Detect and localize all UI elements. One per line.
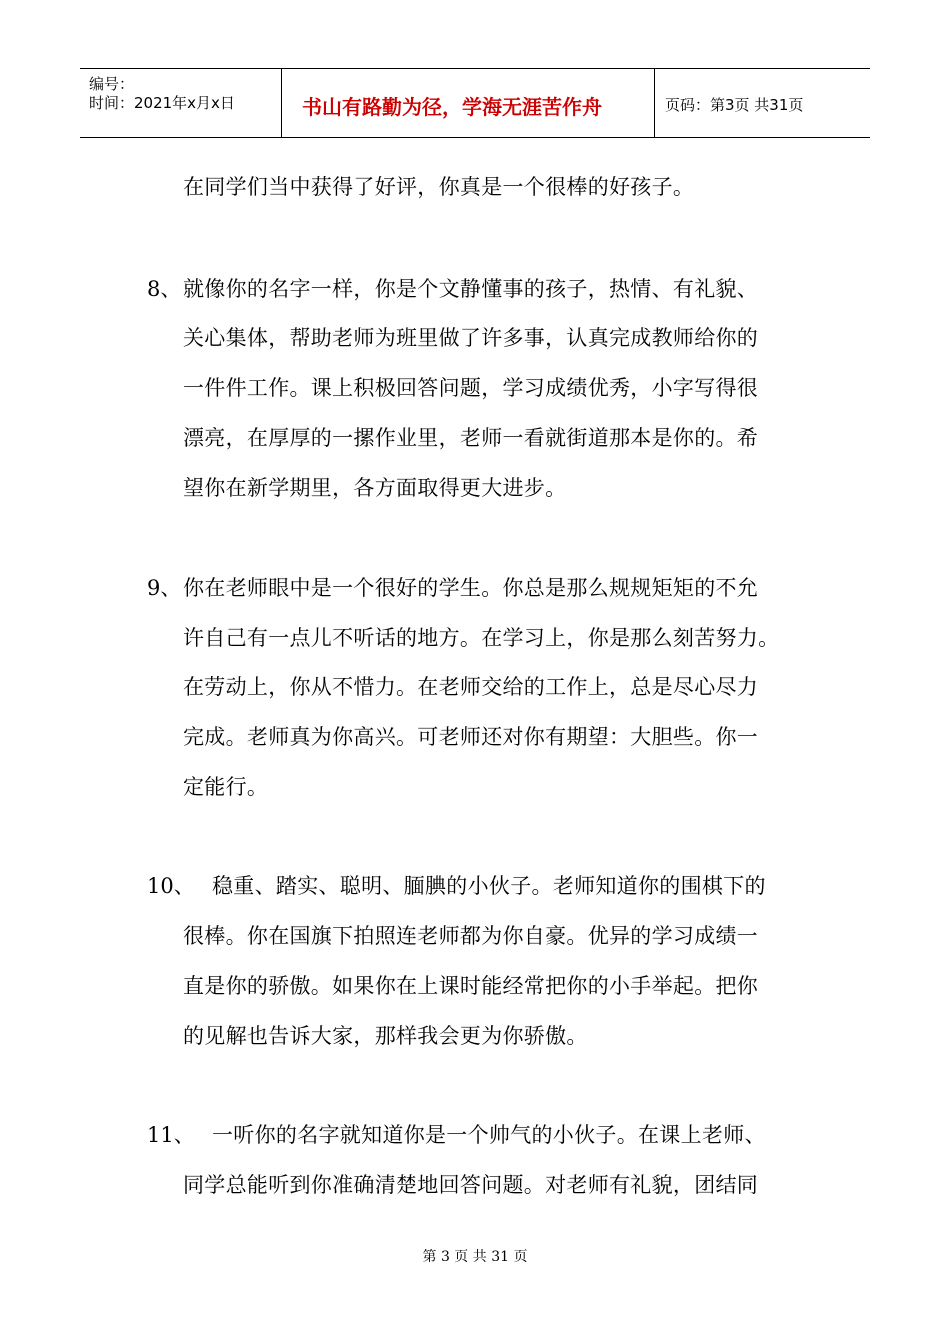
- item-line: 一听你的名字就知道你是一个帅气的小伙子。在课上老师、: [212, 1123, 766, 1147]
- item-line: 一件件工作。课上积极回答问题，学习成绩优秀，小字写得很: [183, 376, 759, 400]
- item-line: 漂亮，在厚厚的一摞作业里，老师一看就街道那本是你的。希: [183, 426, 759, 450]
- page-footer: 第 3 页 共 31 页: [422, 1249, 528, 1265]
- header-meta-cell: [80, 69, 282, 137]
- item-line: 完成。老师真为你高兴。可老师还对你有期望：大胆些。你一: [183, 725, 759, 749]
- item-line: 就像你的名字一样，你是个文静懂事的孩子，热情、有礼貌、: [183, 277, 759, 301]
- intro-line: 在同学们当中获得了好评，你真是一个很棒的好孩子。: [183, 175, 695, 199]
- item-line: 望你在新学期里，各方面取得更大进步。: [183, 476, 567, 500]
- item-line: 稳重、踏实、聪明、腼腆的小伙子。老师知道你的围棋下的: [212, 874, 766, 898]
- document-number-label: 编号：: [89, 75, 135, 93]
- item-line: 在劳动上，你从不惜力。在老师交给的工作上，总是尽心尽力: [183, 675, 759, 699]
- header-motto: 书山有路勤为径，学海无涯苦作舟: [302, 95, 602, 119]
- item-line: 关心集体，帮助老师为班里做了许多事，认真完成教师给你的: [183, 326, 759, 350]
- item-line: 许自己有一点儿不听话的地方。在学习上，你是那么刻苦努力。: [183, 626, 780, 650]
- item-line: 同学总能听到你准确清楚地回答问题。对老师有礼貌，团结同: [183, 1173, 759, 1197]
- header-page-info: 页码：第3页 共31页: [665, 96, 804, 114]
- header-motto-cell: [282, 69, 655, 137]
- item-line: 定能行。: [183, 775, 269, 799]
- item-line: 你在老师眼中是一个很好的学生。你总是那么规规矩矩的不允: [183, 576, 759, 600]
- item-number: 9、: [147, 576, 182, 600]
- item-line: 的见解也告诉大家，那样我会更为你骄傲。: [183, 1024, 588, 1048]
- header-page-cell: [655, 69, 870, 137]
- item-line: 直是你的骄傲。如果你在上课时能经常把你的小手举起。把你: [183, 974, 759, 998]
- item-line: 很棒。你在国旗下拍照连老师都为你自豪。优异的学习成绩一: [183, 924, 759, 948]
- item-number: 11、: [147, 1123, 195, 1147]
- item-number: 8、: [147, 277, 182, 301]
- item-number: 10、: [147, 874, 195, 898]
- page-header: [80, 68, 870, 138]
- document-time-label: 时间：2021年x月x日: [89, 94, 235, 112]
